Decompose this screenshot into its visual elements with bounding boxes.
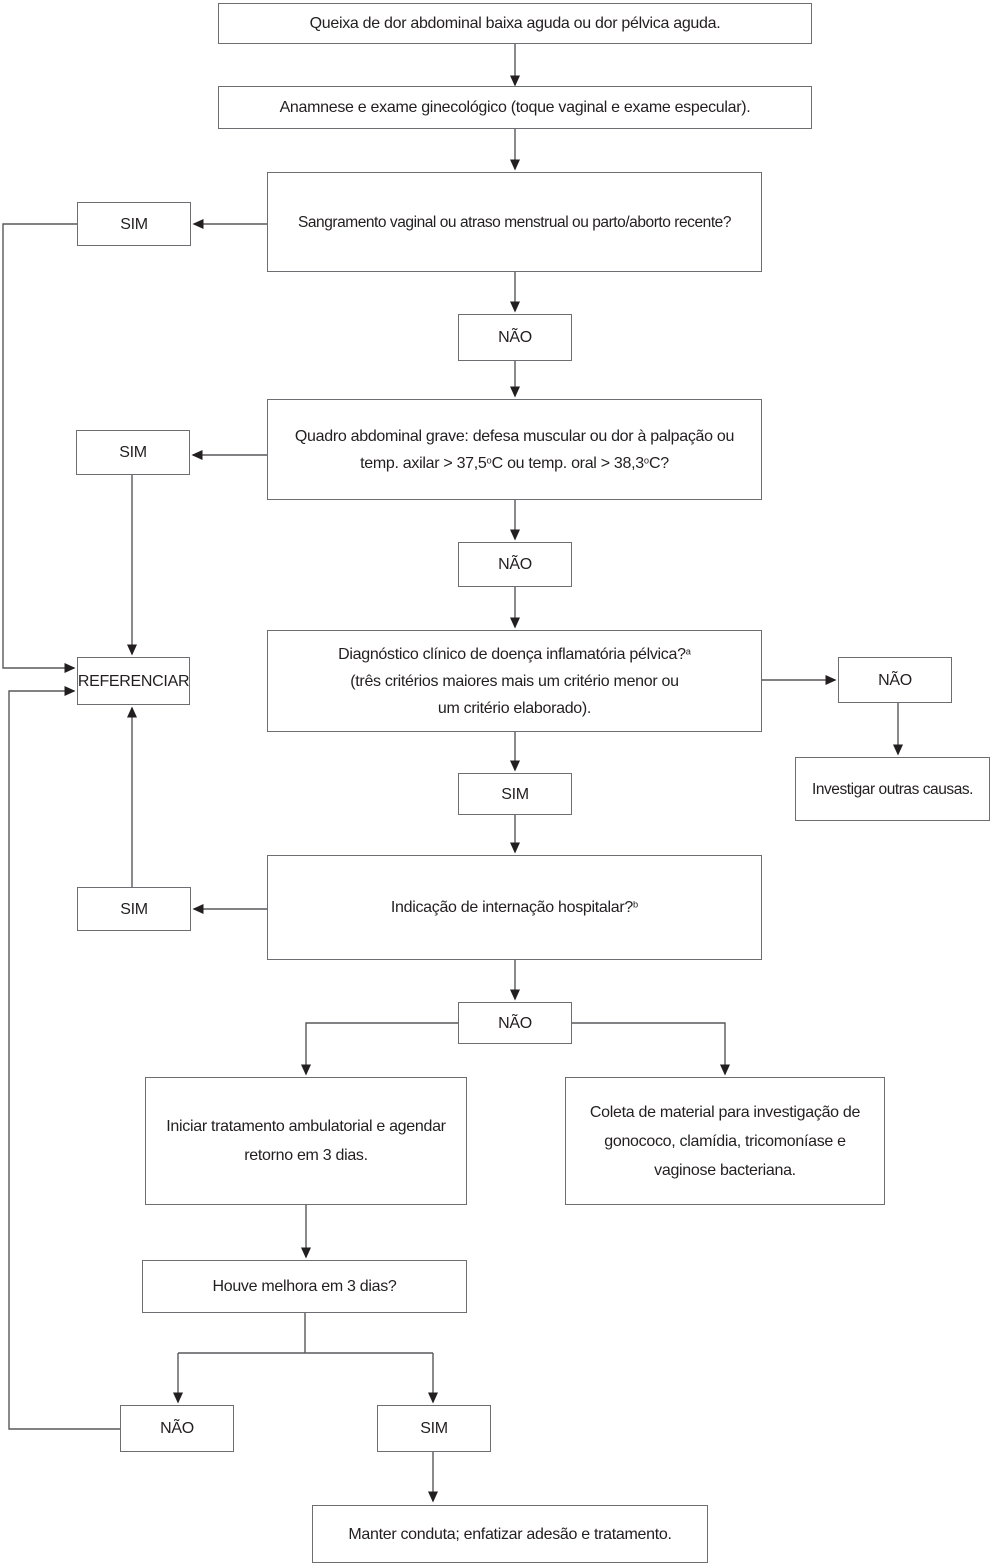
node-sim-diagnostico-text: SIM xyxy=(501,785,529,803)
node-iniciar-line2: retorno em 3 dias. xyxy=(244,1147,368,1164)
node-houve-melhora-text: Houve melhora em 3 dias? xyxy=(212,1278,397,1295)
node-sim-quadro-text: SIM xyxy=(119,444,147,461)
node-sim-internacao xyxy=(77,887,191,931)
connector-nao-coleta xyxy=(572,1023,725,1074)
node-quadro-line2: temp. axilar > $37,5^oC$ ou temp. oral > $38,3^oC$? xyxy=(360,454,669,472)
node-sangramento-text: Sangramento vaginal ou atraso menstrual ou parto/aborto recente? xyxy=(297,213,732,231)
node-diagnostico-line1: Diagnóstico clínico de doença inflamatória pélvica?$^a$ xyxy=(338,645,691,663)
node-diagnostico-line2: (três critérios maiores mais um critério menor ou xyxy=(350,672,679,690)
node-coleta-line1: Coleta de material para investigação de xyxy=(589,1103,861,1121)
node-sim-sangramento xyxy=(77,202,191,246)
node-nao-internacao-text: NÃO xyxy=(498,1014,532,1032)
node-nao-sangramento-text: NÃO xyxy=(498,329,532,346)
node-investigar-text: Investigar outras causas. xyxy=(811,780,974,798)
node-sangramento xyxy=(267,172,762,272)
node-nao-melhora-text: NÃO xyxy=(160,1420,194,1437)
node-sim-sangramento-text: SIM xyxy=(120,215,148,233)
node-nao-internacao xyxy=(458,1002,572,1044)
connector-nao-iniciar xyxy=(306,1023,458,1074)
node-sim-quadro xyxy=(76,430,190,475)
node-nao-melhora xyxy=(120,1405,234,1452)
connector-sim-sangramento-referenciar xyxy=(3,224,77,668)
node-manter-conduta xyxy=(312,1505,708,1563)
node-nao-diagnostico-text: NÃO xyxy=(878,671,912,689)
node-diagnostico xyxy=(267,630,762,732)
node-coleta-line3: vaginose bacteriana. xyxy=(654,1161,796,1179)
node-quadro-line1: Quadro abdominal grave: defesa muscular ou dor à palpação ou xyxy=(294,427,735,445)
node-coleta-material xyxy=(565,1077,885,1205)
node-sim-diagnostico xyxy=(458,773,572,815)
node-queixa-text: Queixa de dor abdominal baixa aguda ou dor pélvica aguda. xyxy=(309,15,721,32)
node-sim-internacao-text: SIM xyxy=(120,900,148,918)
node-sim-melhora xyxy=(377,1405,491,1452)
node-iniciar-tratamento xyxy=(145,1077,467,1205)
connector-nao-melhora-referenciar xyxy=(9,691,120,1429)
node-sim-melhora-text: SIM xyxy=(420,1420,448,1437)
node-nao-quadro xyxy=(458,542,572,587)
node-quadro-abdominal xyxy=(267,399,762,500)
node-coleta-line2: gonococo, clamídia, tricomoníase e xyxy=(604,1132,846,1150)
node-referenciar-text: REFERENCIAR xyxy=(77,672,190,690)
node-queixa xyxy=(218,3,812,44)
node-anamnese xyxy=(218,86,812,129)
node-nao-quadro-text: NÃO xyxy=(498,556,532,573)
node-diagnostico-line3: um critério elaborado). xyxy=(437,699,592,717)
node-iniciar-line1: Iniciar tratamento ambulatorial e agendar xyxy=(166,1118,446,1135)
node-referenciar xyxy=(77,657,190,705)
node-internacao xyxy=(267,855,762,960)
node-internacao-text: Indicação de internação hospitalar?$^b$ xyxy=(390,899,639,916)
node-houve-melhora xyxy=(142,1260,467,1313)
node-anamnese-text: Anamnese e exame ginecológico (toque vaginal e exame especular). xyxy=(279,99,751,116)
node-investigar xyxy=(795,757,990,821)
node-manter-conduta-text: Manter conduta; enfatizar adesão e tratamento. xyxy=(348,1525,672,1543)
node-nao-diagnostico xyxy=(838,657,952,703)
node-nao-sangramento xyxy=(458,314,572,361)
